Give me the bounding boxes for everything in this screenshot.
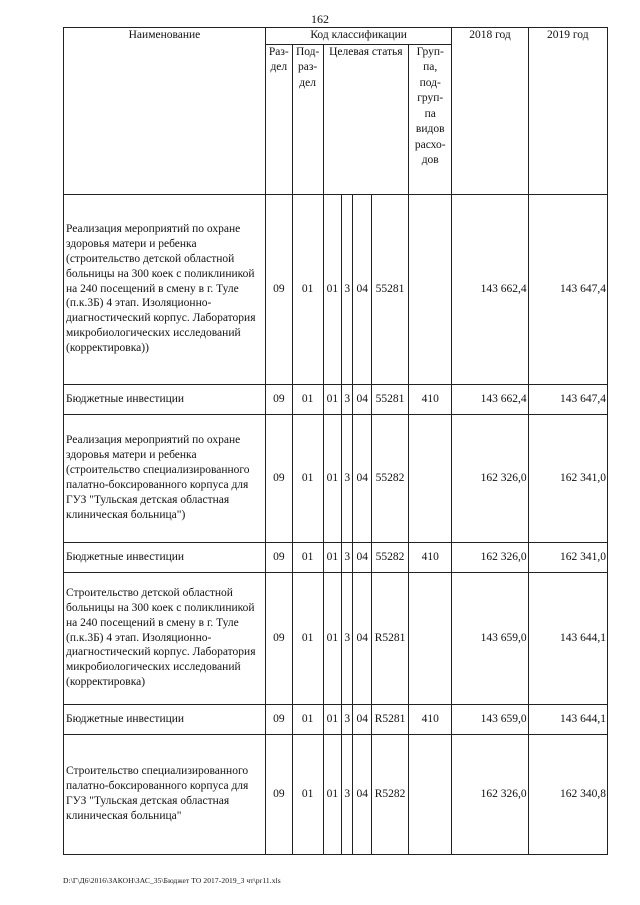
row-target-event: 04 xyxy=(353,572,372,704)
row-name: Строительство специализированного палатно-боксированного корпуса для ГУЗ "Тульская детская областная клиническая больница" xyxy=(64,734,266,854)
row-amount-2019: 162 341,0 xyxy=(528,542,607,572)
row-subsection: 01 xyxy=(292,384,323,414)
row-target-subprogram: 3 xyxy=(342,414,353,542)
row-section: 09 xyxy=(265,572,292,704)
row-target-event: 04 xyxy=(353,414,372,542)
row-name: Реализация мероприятий по охране здоровья матери и ребенка (строительство детской областной больницы на 300 коек с поликлиникой на 240 посещений в смену в г. Туле (п.к.3Б) 4 этап. Изоляционно-диагностический корпус. Лаборатория микробиологических исследований (корректировка)) xyxy=(64,194,266,384)
row-target-program: 01 xyxy=(323,542,342,572)
row-amount-2019: 143 647,4 xyxy=(528,194,607,384)
row-name: Бюджетные инвестиции xyxy=(64,704,266,734)
row-target-program: 01 xyxy=(323,572,342,704)
header-expense-group: Груп- па, под- груп- па видов расхо- дов xyxy=(409,44,452,194)
row-name: Бюджетные инвестиции xyxy=(64,384,266,414)
row-amount-2018: 143 662,4 xyxy=(452,384,528,414)
row-amount-2019: 143 647,4 xyxy=(528,384,607,414)
page-number: 162 xyxy=(311,12,329,26)
row-target-program: 01 xyxy=(323,194,342,384)
file-path-footer: D:\Г\Д6\2016\ЗАКОН\ЗАС_35\Бюджет ТО 2017-2019_3 чт\pr11.xls xyxy=(63,876,281,885)
row-subsection: 01 xyxy=(292,414,323,542)
row-expense-group: 410 xyxy=(409,542,452,572)
row-amount-2018: 143 662,4 xyxy=(452,194,528,384)
header-year-2018: 2018 год xyxy=(452,28,528,195)
row-subsection: 01 xyxy=(292,572,323,704)
row-section: 09 xyxy=(265,414,292,542)
row-name: Реализация мероприятий по охране здоровья матери и ребенка (строительство специализированного палатно-боксированного корпуса для ГУЗ "Тульская детская областная клиническая больница") xyxy=(64,414,266,542)
row-subsection: 01 xyxy=(292,194,323,384)
table-row xyxy=(64,194,608,384)
row-section: 09 xyxy=(265,194,292,384)
header-classification-code: Код классификации xyxy=(265,28,451,45)
row-section: 09 xyxy=(265,704,292,734)
row-target-direction: R5281 xyxy=(372,704,409,734)
row-section: 09 xyxy=(265,384,292,414)
row-target-subprogram: 3 xyxy=(342,542,353,572)
row-target-subprogram: 3 xyxy=(342,734,353,854)
table-row xyxy=(64,704,608,734)
row-amount-2018: 162 326,0 xyxy=(452,414,528,542)
row-subsection: 01 xyxy=(292,542,323,572)
header-target-item: Целевая статья xyxy=(323,44,408,194)
row-target-subprogram: 3 xyxy=(342,704,353,734)
row-subsection: 01 xyxy=(292,704,323,734)
row-target-event: 04 xyxy=(353,704,372,734)
row-target-direction: R5281 xyxy=(372,572,409,704)
row-target-event: 04 xyxy=(353,194,372,384)
row-amount-2018: 162 326,0 xyxy=(452,542,528,572)
table-row xyxy=(64,384,608,414)
row-target-program: 01 xyxy=(323,384,342,414)
row-target-direction: 55282 xyxy=(372,542,409,572)
header-year-2019: 2019 год xyxy=(528,28,607,195)
row-target-program: 01 xyxy=(323,734,342,854)
row-expense-group xyxy=(409,572,452,704)
row-section: 09 xyxy=(265,542,292,572)
row-expense-group xyxy=(409,194,452,384)
row-amount-2019: 162 340,8 xyxy=(528,734,607,854)
row-target-subprogram: 3 xyxy=(342,194,353,384)
row-amount-2019: 143 644,1 xyxy=(528,704,607,734)
row-target-direction: 55281 xyxy=(372,194,409,384)
table-row xyxy=(64,572,608,704)
budget-table xyxy=(63,27,608,855)
row-expense-group: 410 xyxy=(409,704,452,734)
table-row xyxy=(64,542,608,572)
row-target-event: 04 xyxy=(353,734,372,854)
row-target-direction: 55281 xyxy=(372,384,409,414)
row-subsection: 01 xyxy=(292,734,323,854)
row-amount-2018: 143 659,0 xyxy=(452,704,528,734)
row-name: Бюджетные инвестиции xyxy=(64,542,266,572)
row-target-program: 01 xyxy=(323,414,342,542)
row-expense-group: 410 xyxy=(409,384,452,414)
row-amount-2019: 162 341,0 xyxy=(528,414,607,542)
header-subsection: Под- раз- дел xyxy=(292,44,323,194)
row-amount-2019: 143 644,1 xyxy=(528,572,607,704)
row-target-subprogram: 3 xyxy=(342,384,353,414)
row-target-program: 01 xyxy=(323,704,342,734)
row-amount-2018: 162 326,0 xyxy=(452,734,528,854)
row-expense-group xyxy=(409,734,452,854)
row-amount-2018: 143 659,0 xyxy=(452,572,528,704)
row-name: Строительство детской областной больницы на 300 коек с поликлиникой на 240 посещений в смену в г. Туле (п.к.3Б) 4 этап. Изоляционно-диагностический корпус. Лаборатория микробиологических исследований (корректировка) xyxy=(64,572,266,704)
row-target-direction: 55282 xyxy=(372,414,409,542)
header-section: Раз- дел xyxy=(265,44,292,194)
row-target-event: 04 xyxy=(353,542,372,572)
header-name: Наименование xyxy=(64,28,266,195)
row-target-event: 04 xyxy=(353,384,372,414)
row-section: 09 xyxy=(265,734,292,854)
table-row xyxy=(64,734,608,854)
row-target-subprogram: 3 xyxy=(342,572,353,704)
table-row xyxy=(64,414,608,542)
row-target-direction: R5282 xyxy=(372,734,409,854)
row-expense-group xyxy=(409,414,452,542)
